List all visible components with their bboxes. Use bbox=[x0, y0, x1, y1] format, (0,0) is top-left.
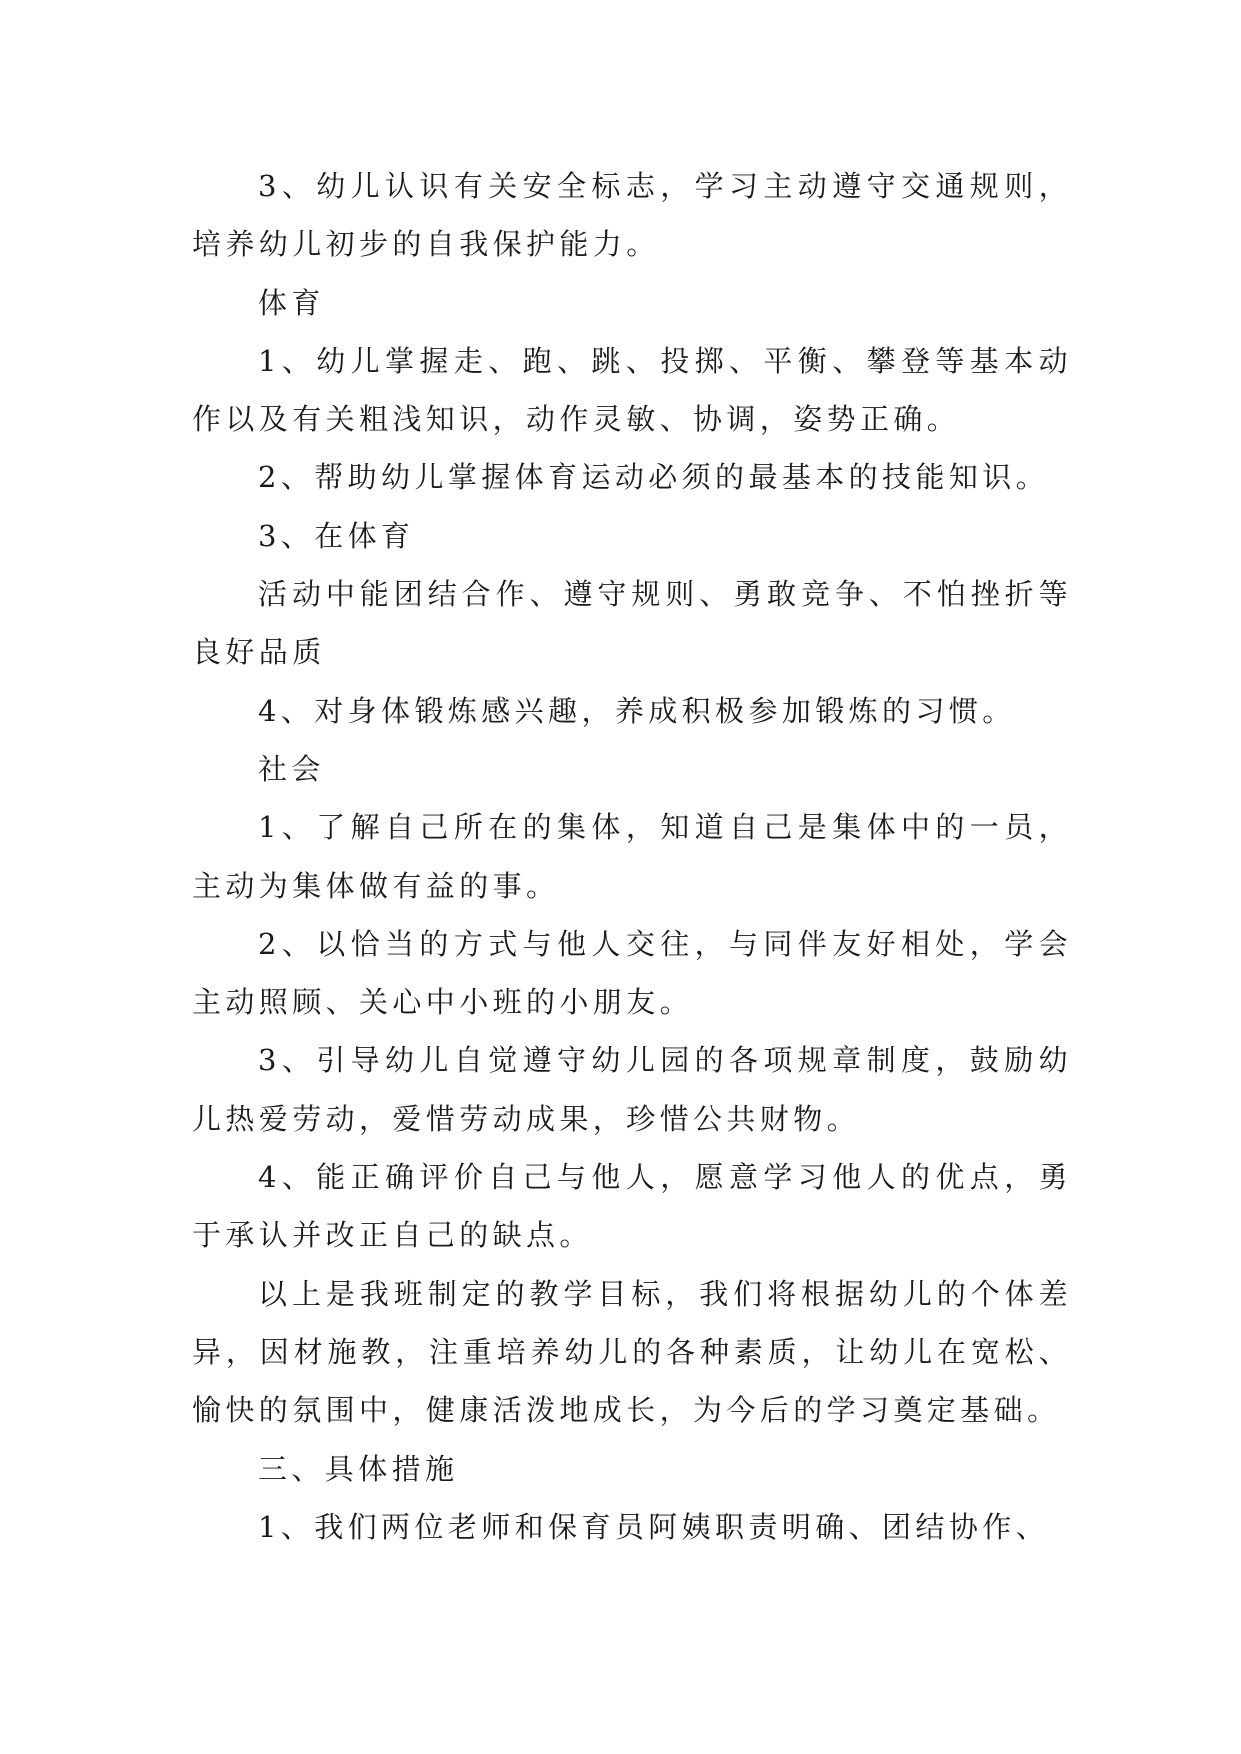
heading-society: 社会 bbox=[258, 751, 325, 786]
heading-measures: 三、具体措施 bbox=[258, 1451, 459, 1486]
document-body bbox=[192, 157, 1072, 1556]
paragraph-summary: 以上是我班制定的教学目标，我们将根据幼儿的个体差异，因材施教，注重培养幼儿的各种素质，让幼儿在宽松、愉快的氛围中，健康活泼地成长，为今后的学习奠定基础。 bbox=[192, 1276, 1072, 1428]
paragraph-society-3: 3、引导幼儿自觉遵守幼儿园的各项规章制度，鼓励幼儿热爱劳动，爱惜劳动成果，珍惜公共财物。 bbox=[192, 1043, 1072, 1136]
paragraph-pe-3: 3、在体育 bbox=[258, 518, 415, 553]
paragraph-pe-2: 2、帮助幼儿掌握体育运动必须的最基本的技能知识。 bbox=[258, 460, 1050, 495]
paragraph-pe-1: 1、幼儿掌握走、跑、跳、投掷、平衡、攀登等基本动作以及有关粗浅知识，动作灵敏、协调，姿势正确。 bbox=[192, 343, 1072, 437]
paragraph-pe-3-cont: 活动中能团结合作、遵守规则、勇敢竞争、不怕挫折等良好品质 bbox=[192, 577, 1072, 670]
paragraph-safety-signs: 3、幼儿认识有关安全标志，学习主动遵守交通规则，培养幼儿初步的自我保护能力。 bbox=[192, 169, 1072, 262]
paragraph-society-2: 2、以恰当的方式与他人交往，与同伴友好相处，学会主动照顾、关心中小班的小朋友。 bbox=[192, 926, 1072, 1020]
paragraph-society-4: 4、能正确评价自己与他人，愿意学习他人的优点，勇于承认并改正自己的缺点。 bbox=[192, 1160, 1072, 1253]
paragraph-measures-1: 1、我们两位老师和保育员阿姨职责明确、团结协作、 bbox=[258, 1509, 1050, 1544]
paragraph-pe-4: 4、对身体锻炼感兴趣，养成积极参加锻炼的习惯。 bbox=[258, 693, 1016, 728]
heading-pe: 体育 bbox=[258, 285, 325, 320]
paragraph-society-1: 1、了解自己所在的集体，知道自己是集体中的一员，主动为集体做有益的事。 bbox=[192, 810, 1072, 903]
